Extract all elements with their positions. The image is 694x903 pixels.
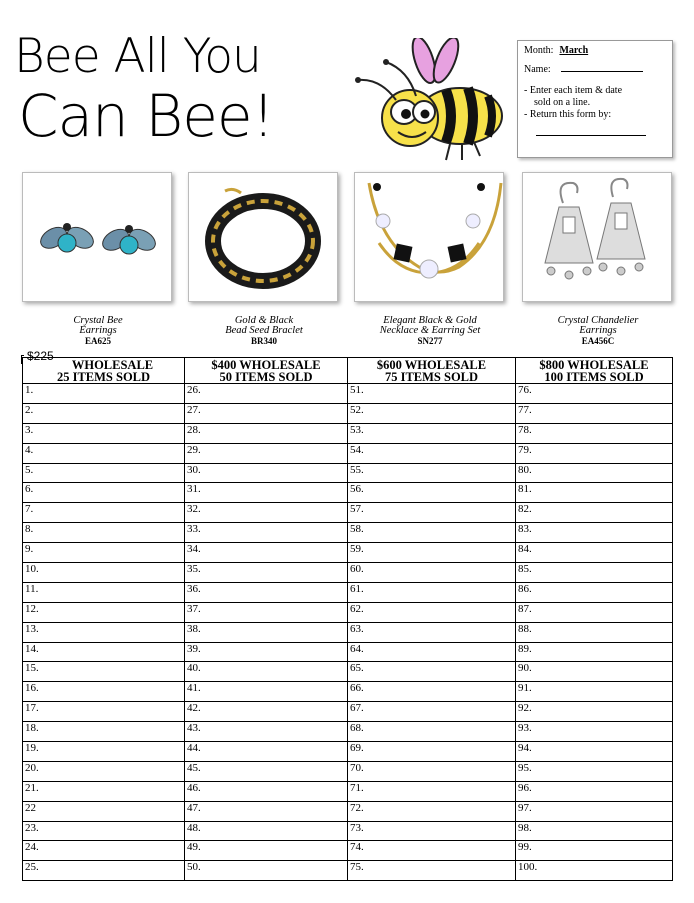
entry-cell[interactable]: 100. (516, 861, 673, 881)
product-row (0, 172, 694, 352)
table-row (23, 662, 673, 682)
page-title (14, 30, 344, 148)
table-row (23, 443, 673, 463)
entry-cell[interactable]: 62. (348, 602, 516, 622)
entry-cell[interactable]: 96. (516, 781, 673, 801)
table-row (23, 702, 673, 722)
product-image (188, 172, 338, 302)
entry-cell[interactable]: 67. (348, 702, 516, 722)
product-name-line-2: Bead Seed Braclet (225, 325, 303, 336)
entry-cell[interactable]: 65. (348, 662, 516, 682)
entry-cell[interactable]: 97. (516, 801, 673, 821)
entry-cell[interactable]: 51. (348, 384, 516, 404)
product-necklace-earring-set (354, 172, 506, 346)
entry-cell[interactable]: 89. (516, 642, 673, 662)
title-line-2: Can Bee! (18, 82, 274, 150)
entry-cell[interactable]: 55. (348, 463, 516, 483)
entry-cell[interactable]: 76. (516, 384, 673, 404)
entry-cell[interactable]: 64. (348, 642, 516, 662)
return-date-field[interactable] (536, 135, 646, 136)
entry-cell[interactable]: 80. (516, 463, 673, 483)
entry-cell[interactable]: 87. (516, 602, 673, 622)
entry-cell[interactable]: 75. (348, 861, 516, 881)
entry-cell[interactable]: 8. (23, 523, 185, 543)
entry-cell[interactable]: 50. (185, 861, 348, 881)
table-row (23, 543, 673, 563)
name-field[interactable] (561, 71, 643, 72)
entry-cell[interactable]: 36. (185, 582, 348, 602)
entry-cell[interactable]: 98. (516, 821, 673, 841)
product-name-line-1: Elegant Black & Gold (383, 315, 477, 326)
entry-cell[interactable]: 45. (185, 761, 348, 781)
table-row (23, 403, 673, 423)
table-header-row (23, 358, 673, 384)
entry-cell[interactable]: 38. (185, 622, 348, 642)
product-gold-black-bracelet (188, 172, 340, 346)
entry-cell[interactable]: 68. (348, 722, 516, 742)
table-row (23, 563, 673, 583)
table-row (23, 384, 673, 404)
entry-cell[interactable]: 44. (185, 742, 348, 762)
entry-cell[interactable]: 43. (185, 722, 348, 742)
entry-cell[interactable]: 46. (185, 781, 348, 801)
entry-cell[interactable]: 53. (348, 423, 516, 443)
entry-cell[interactable]: 32. (185, 503, 348, 523)
entry-cell[interactable]: 11. (23, 582, 185, 602)
entry-cell[interactable]: 42. (185, 702, 348, 722)
entry-cell[interactable]: 40. (185, 662, 348, 682)
entry-cell[interactable]: 86. (516, 582, 673, 602)
table-row (23, 841, 673, 861)
entry-cell[interactable]: 57. (348, 503, 516, 523)
entry-cell[interactable]: 31. (185, 483, 348, 503)
product-name-line-1: Gold & Black (234, 315, 294, 326)
tier-2-line-1: $400 WHOLESALE (211, 357, 321, 372)
entry-cell[interactable]: 88. (516, 622, 673, 642)
entry-cell[interactable]: 9. (23, 543, 185, 563)
entry-cell[interactable]: 16. (23, 682, 185, 702)
entry-cell[interactable]: 34. (185, 543, 348, 563)
entry-cell[interactable]: 66. (348, 682, 516, 702)
tier-4-line-2: 100 ITEMS SOLD (544, 369, 644, 384)
entry-cell[interactable]: 91. (516, 682, 673, 702)
entry-cell[interactable]: 47. (185, 801, 348, 821)
entry-cell[interactable]: 21. (23, 781, 185, 801)
entry-cell[interactable]: 4. (23, 443, 185, 463)
product-image (522, 172, 672, 302)
sales-table (22, 357, 673, 881)
table-row (23, 423, 673, 443)
product-code: SN277 (417, 336, 443, 346)
entry-cell[interactable]: 56. (348, 483, 516, 503)
table-row (23, 523, 673, 543)
month-label: Month: (524, 45, 554, 56)
table-row (23, 582, 673, 602)
product-crystal-bee-earrings (22, 172, 174, 346)
product-code: BR340 (250, 336, 277, 346)
entry-cell[interactable]: 83. (516, 523, 673, 543)
entry-cell[interactable]: 10. (23, 563, 185, 583)
entry-cell[interactable]: 26. (185, 384, 348, 404)
product-chandelier-earrings (522, 172, 674, 346)
product-name-line-2: Earrings (579, 325, 617, 336)
entry-cell[interactable]: 93. (516, 722, 673, 742)
tier-2-header (185, 358, 348, 384)
tier-3-line-1: $600 WHOLESALE (376, 357, 487, 372)
tier-1-price: $225 (24, 349, 57, 363)
entry-cell[interactable]: 23. (23, 821, 185, 841)
entry-cell[interactable]: 74. (348, 841, 516, 861)
entry-cell[interactable]: 24. (23, 841, 185, 861)
product-image (22, 172, 172, 302)
month-value[interactable]: March (559, 45, 589, 56)
product-name-line-1: Crystal Chandelier (557, 315, 639, 326)
entry-cell[interactable]: 77. (516, 403, 673, 423)
table-row (23, 483, 673, 503)
entry-cell[interactable]: 12. (23, 602, 185, 622)
product-name-line-2: Necklace & Earring Set (379, 325, 481, 336)
entry-cell[interactable]: 69. (348, 742, 516, 762)
entry-cell[interactable]: 7. (23, 503, 185, 523)
product-name-line-2: Earrings (79, 325, 117, 336)
entry-cell[interactable]: 3. (23, 423, 185, 443)
entry-cell[interactable]: 30. (185, 463, 348, 483)
entry-cell[interactable]: 73. (348, 821, 516, 841)
entry-cell[interactable]: 35. (185, 563, 348, 583)
table-row (23, 742, 673, 762)
table-row (23, 463, 673, 483)
entry-cell[interactable]: 37. (185, 602, 348, 622)
table-row (23, 861, 673, 881)
entry-cell[interactable]: 92. (516, 702, 673, 722)
table-row (23, 781, 673, 801)
table-row (23, 602, 673, 622)
entry-cell[interactable]: 72. (348, 801, 516, 821)
entry-cell[interactable]: 82. (516, 503, 673, 523)
bee-illustration (354, 38, 510, 166)
entry-cell[interactable]: 39. (185, 642, 348, 662)
entry-cell[interactable]: 1. (23, 384, 185, 404)
entry-cell[interactable]: 58. (348, 523, 516, 543)
table-row (23, 801, 673, 821)
entry-cell[interactable]: 84. (516, 543, 673, 563)
entry-cell[interactable]: 59. (348, 543, 516, 563)
instruction-2: - Return this form by: (524, 109, 612, 120)
tier-1-line-1: WHOLESALE (71, 357, 154, 372)
entry-cell[interactable]: 70. (348, 761, 516, 781)
entry-cell[interactable]: 63. (348, 622, 516, 642)
entry-cell[interactable]: 81. (516, 483, 673, 503)
tier-3-header (348, 358, 516, 384)
title-line-1: Bee All You (14, 29, 261, 84)
entry-cell[interactable]: 79. (516, 443, 673, 463)
entry-cell[interactable]: 49. (185, 841, 348, 861)
tier-1-header (23, 358, 185, 384)
entry-cell[interactable]: 22 (23, 801, 185, 821)
tier-1-line-2: 25 ITEMS SOLD (56, 369, 151, 384)
entry-cell[interactable]: 99. (516, 841, 673, 861)
entry-cell[interactable]: 95. (516, 761, 673, 781)
entry-cell[interactable]: 78. (516, 423, 673, 443)
product-code: EA625 (84, 336, 111, 346)
entry-cell[interactable]: 60. (348, 563, 516, 583)
entry-cell[interactable]: 85. (516, 563, 673, 583)
entry-cell[interactable]: 28. (185, 423, 348, 443)
entry-cell[interactable]: 14. (23, 642, 185, 662)
entry-cell[interactable]: 25. (23, 861, 185, 881)
entry-cell[interactable]: 5. (23, 463, 185, 483)
table-row (23, 761, 673, 781)
table-row (23, 722, 673, 742)
entry-cell[interactable]: 20. (23, 761, 185, 781)
entry-cell[interactable]: 71. (348, 781, 516, 801)
entry-cell[interactable]: 6. (23, 483, 185, 503)
table-body (23, 384, 673, 881)
entry-cell[interactable]: 13. (23, 622, 185, 642)
info-box (517, 40, 673, 158)
table-row (23, 622, 673, 642)
table-row (23, 821, 673, 841)
table-row (23, 642, 673, 662)
instruction-1: - Enter each item & date (524, 85, 623, 96)
table-row (23, 503, 673, 523)
entry-cell[interactable]: 54. (348, 443, 516, 463)
entry-cell[interactable]: 94. (516, 742, 673, 762)
product-code: EA456C (581, 336, 615, 346)
entry-cell[interactable]: 41. (185, 682, 348, 702)
entry-cell[interactable]: 2. (23, 403, 185, 423)
tier-2-line-2: 50 ITEMS SOLD (219, 369, 313, 384)
tier-3-line-2: 75 ITEMS SOLD (384, 369, 479, 384)
entry-cell[interactable]: 19. (23, 742, 185, 762)
entry-cell[interactable]: 33. (185, 523, 348, 543)
tier-4-line-1: $800 WHOLESALE (539, 357, 649, 372)
product-name-line-1: Crystal Bee (73, 315, 123, 326)
entry-cell[interactable]: 27. (185, 403, 348, 423)
entry-cell[interactable]: 15. (23, 662, 185, 682)
entry-cell[interactable]: 17. (23, 702, 185, 722)
tier-4-header (516, 358, 673, 384)
entry-cell[interactable]: 52. (348, 403, 516, 423)
entry-cell[interactable]: 29. (185, 443, 348, 463)
name-label: Name: (524, 64, 551, 75)
table-row (23, 682, 673, 702)
entry-cell[interactable]: 90. (516, 662, 673, 682)
instruction-1b: sold on a line. (534, 97, 591, 108)
product-image (354, 172, 504, 302)
entry-cell[interactable]: 18. (23, 722, 185, 742)
entry-cell[interactable]: 48. (185, 821, 348, 841)
entry-cell[interactable]: 61. (348, 582, 516, 602)
